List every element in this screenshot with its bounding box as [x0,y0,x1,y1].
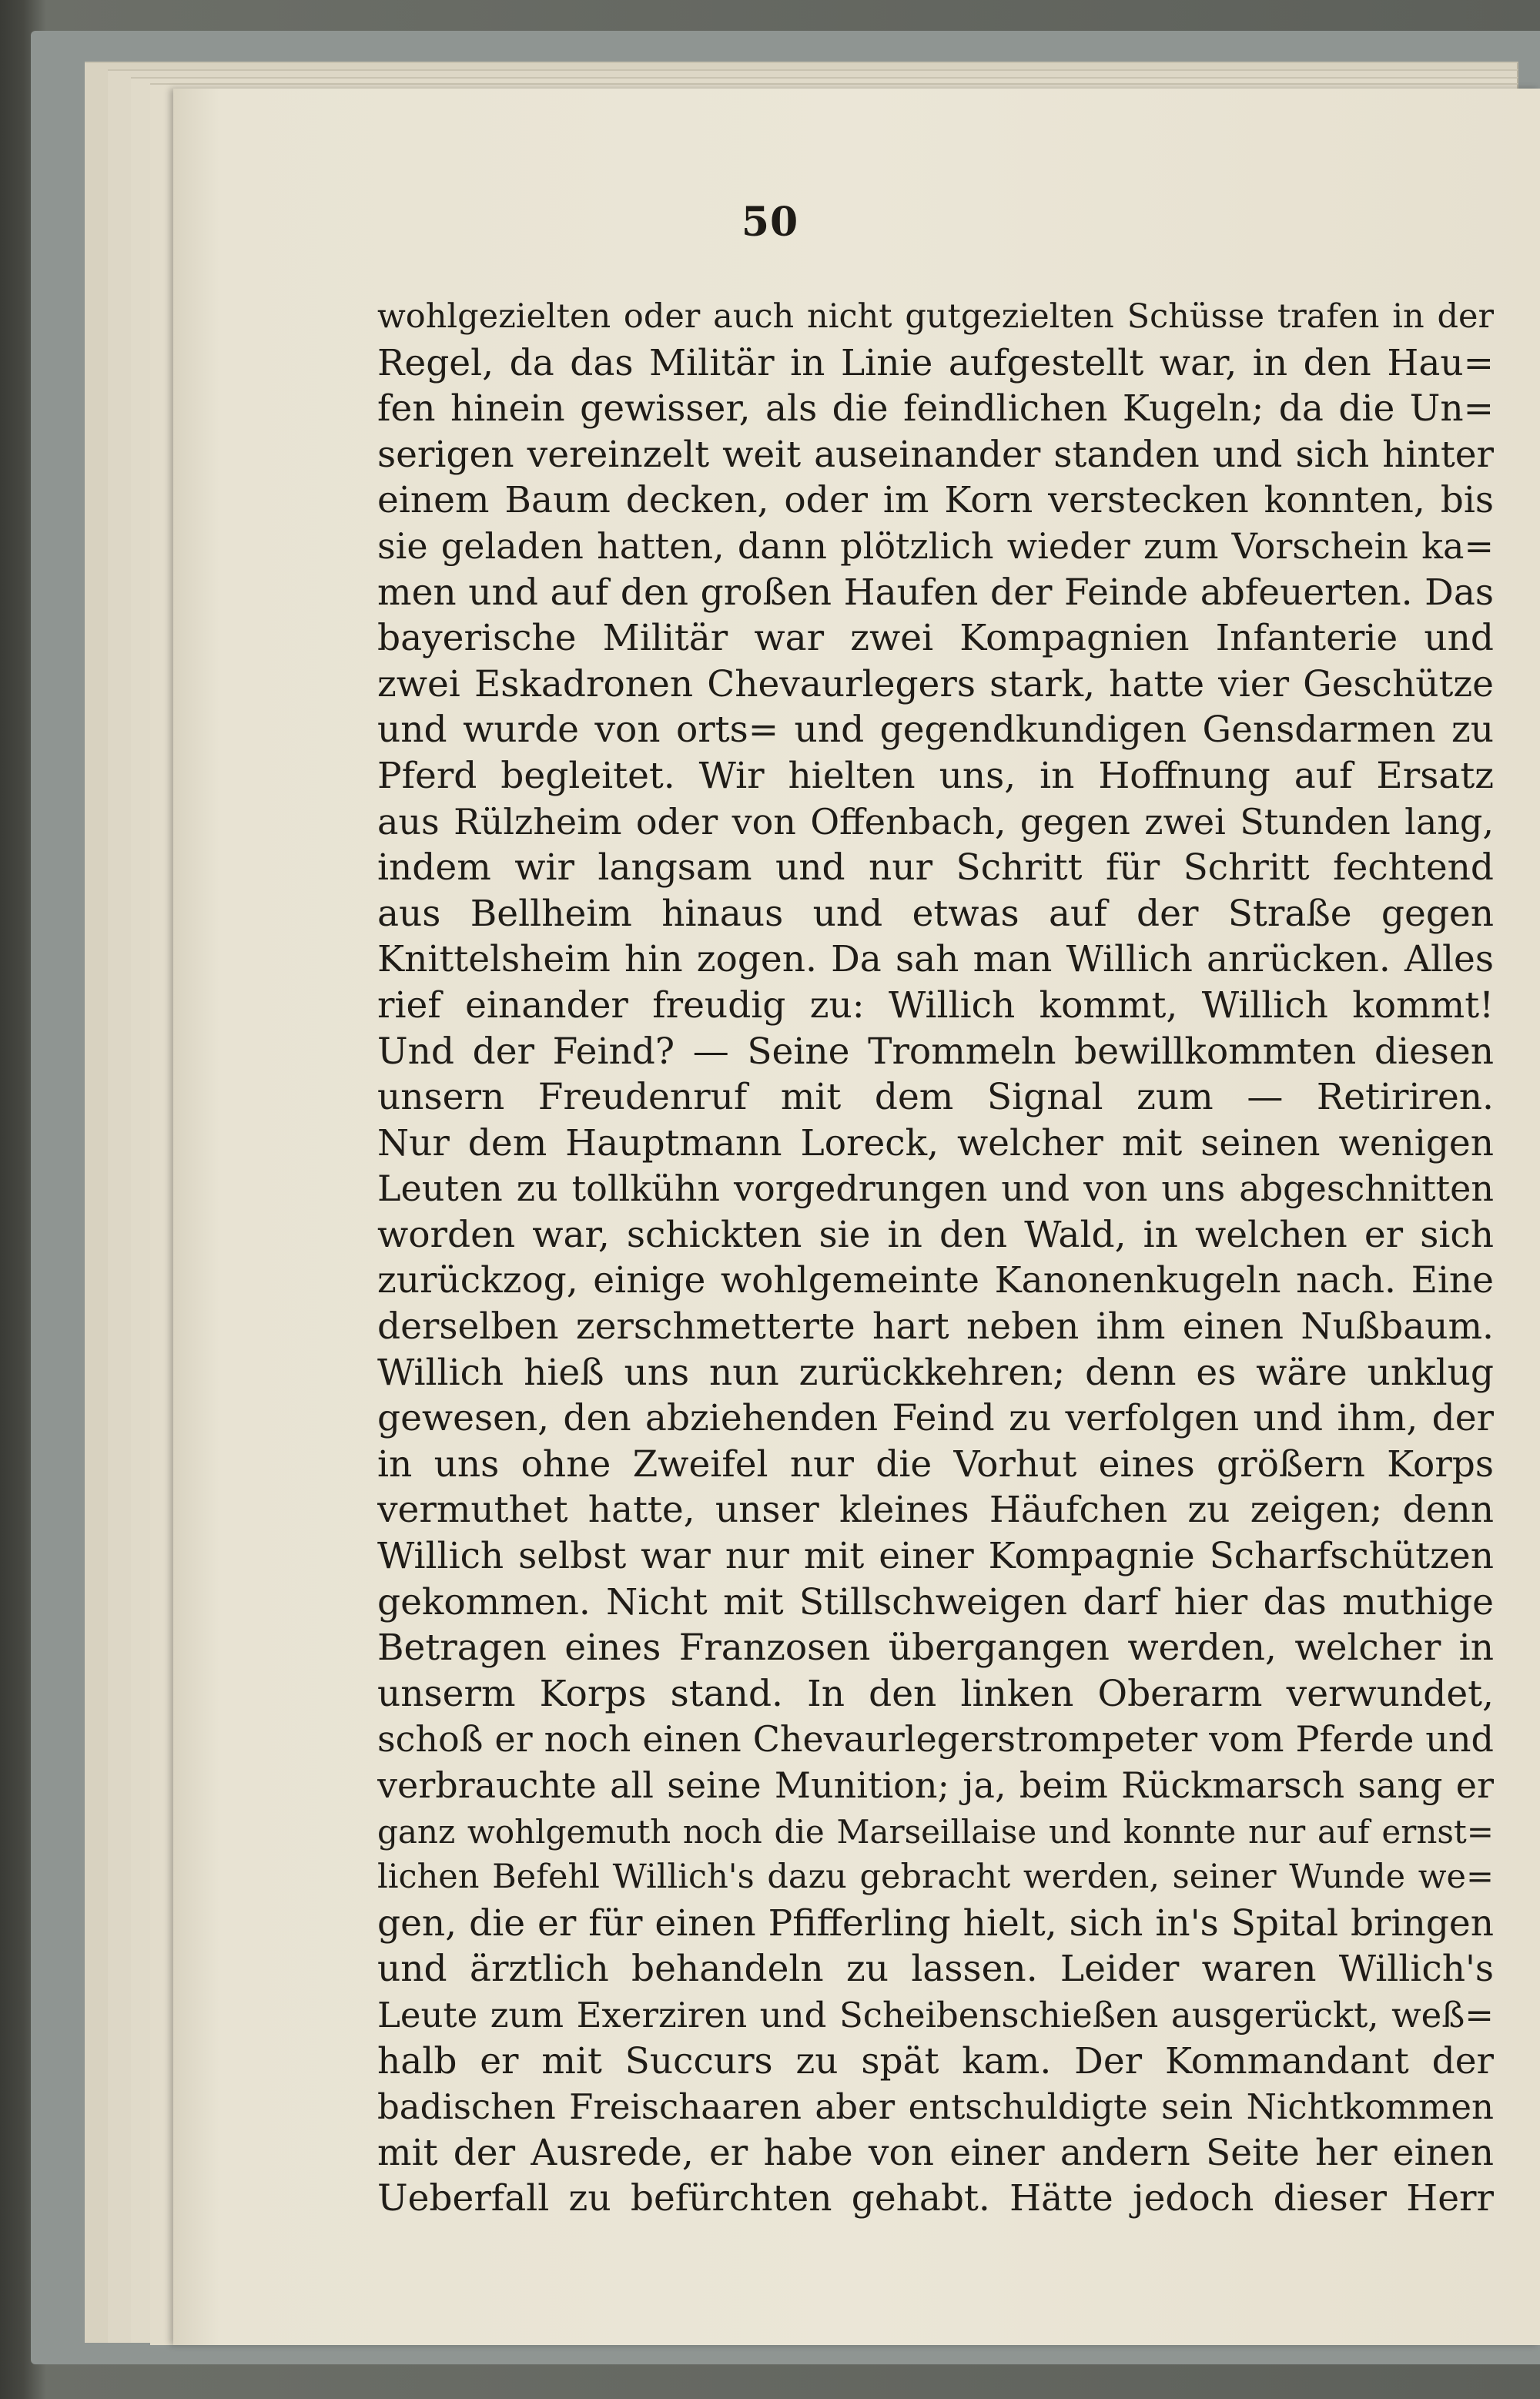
text-line: und wurde von orts= und gegendkundigen Gensdarmen zu [377,709,1494,752]
text-line: zurückzog, einige wohlgemeinte Kanonenkugeln nach. Eine [377,1259,1494,1302]
text-line: gekommen. Nicht mit Stillschweigen darf hier das muthige [377,1580,1494,1623]
text-line: vermuthet hatte, unser kleines Häufchen zu zeigen; denn [377,1489,1494,1532]
text-line: derselben zerschmetterte hart neben ihm einen Nußbaum. [377,1305,1494,1349]
text-line: badischen Freischaaren aber entschuldigte sein Nichtkommen [377,2086,1494,2128]
text-line: Willich hieß uns nun zurückkehren; denn es wäre unklug [377,1351,1494,1394]
text-line: ganz wohlgemuth noch die Marseillaise und konnte nur auf ernst= [377,1812,1494,1851]
text-line: unserm Korps stand. In den linken Oberarm verwundet, [377,1672,1494,1715]
text-line: bayerische Militär war zwei Kompagnien Infanterie und [377,617,1494,660]
text-line: fen hinein gewisser, als die feindlichen Kugeln; da die Un= [377,387,1494,431]
text-line: aus Rülzheim oder von Offenbach, gegen zwei Stunden lang, [377,800,1494,843]
text-line: unsern Freudenruf mit dem Signal zum — Retiriren. [377,1076,1494,1119]
text-line: Und der Feind? — Seine Trommeln bewillkommten diesen [377,1030,1494,1073]
text-line: wohlgezielten oder auch nicht gutgezielten Schüsse trafen in der [377,297,1494,336]
text-line: gewesen, den abziehenden Feind zu verfolgen und ihm, der [377,1397,1494,1440]
text-line: sie geladen hatten, dann plötzlich wieder zum Vorschein ka= [377,524,1494,567]
text-line: schoß er noch einen Chevaurlegerstrompeter vom Pferde und [377,1718,1494,1761]
text-line: Leute zum Exerziren und Scheibenschießen ausgerückt, weß= [377,1994,1494,2035]
body-text [377,294,1494,2222]
text-line: Ueberfall zu befürchten gehabt. Hätte jedoch dieser Herr [377,2177,1494,2220]
page-number: 50 [741,199,799,246]
text-line: verbrauchte all seine Munition; ja, beim Rückmarsch sang er [377,1764,1494,1806]
text-line: lichen Befehl Willich's dazu gebracht werden, seiner Wunde we= [377,1858,1494,1897]
text-line: Willich selbst war nur mit einer Kompagnie Scharfschützen [377,1535,1494,1578]
text-line: halb er mit Succurs zu spät kam. Der Kommandant der [377,2039,1494,2082]
text-line: Pferd begleitet. Wir hielten uns, in Hoffnung auf Ersatz [377,754,1494,797]
text-line: Betragen eines Franzosen übergangen werden, welcher in [377,1627,1494,1670]
text-line: serigen vereinzelt weit auseinander standen und sich hinter [377,433,1494,476]
text-line: zwei Eskadronen Chevaurlegers stark, hatte vier Geschütze [377,662,1494,705]
text-line: men und auf den großen Haufen der Feinde abfeuerten. Das [377,571,1494,614]
text-line: worden war, schickten sie in den Wald, in welchen er sich [377,1213,1494,1256]
text-line: Nur dem Hauptmann Loreck, welcher mit seinen wenigen [377,1121,1494,1164]
text-line: mit der Ausrede, er habe von einer andern Seite her einen [377,2131,1494,2174]
text-line: in uns ohne Zweifel nur die Vorhut eines größern Korps [377,1442,1494,1486]
text-line: aus Bellheim hinaus und etwas auf der Straße gegen [377,892,1494,935]
text-line: und ärztlich behandeln zu lassen. Leider waren Willich's [377,1948,1494,1991]
text-line: gen, die er für einen Pfifferling hielt, sich in's Spital bringen [377,1901,1494,1945]
text-line: indem wir langsam und nur Schritt für Schritt fechtend [377,846,1494,890]
text-line: Leuten zu tollkühn vorgedrungen und von uns abgeschnitten [377,1168,1494,1210]
text-line: rief einander freudig zu: Willich kommt, Willich kommt! [377,983,1494,1027]
text-line: einem Baum decken, oder im Korn verstecken konnten, bis [377,479,1494,522]
text-line: Regel, da das Militär in Linie aufgestellt war, in den Hau= [377,341,1494,384]
text-line: Knittelsheim hin zogen. Da sah man Willich anrücken. Alles [377,938,1494,981]
